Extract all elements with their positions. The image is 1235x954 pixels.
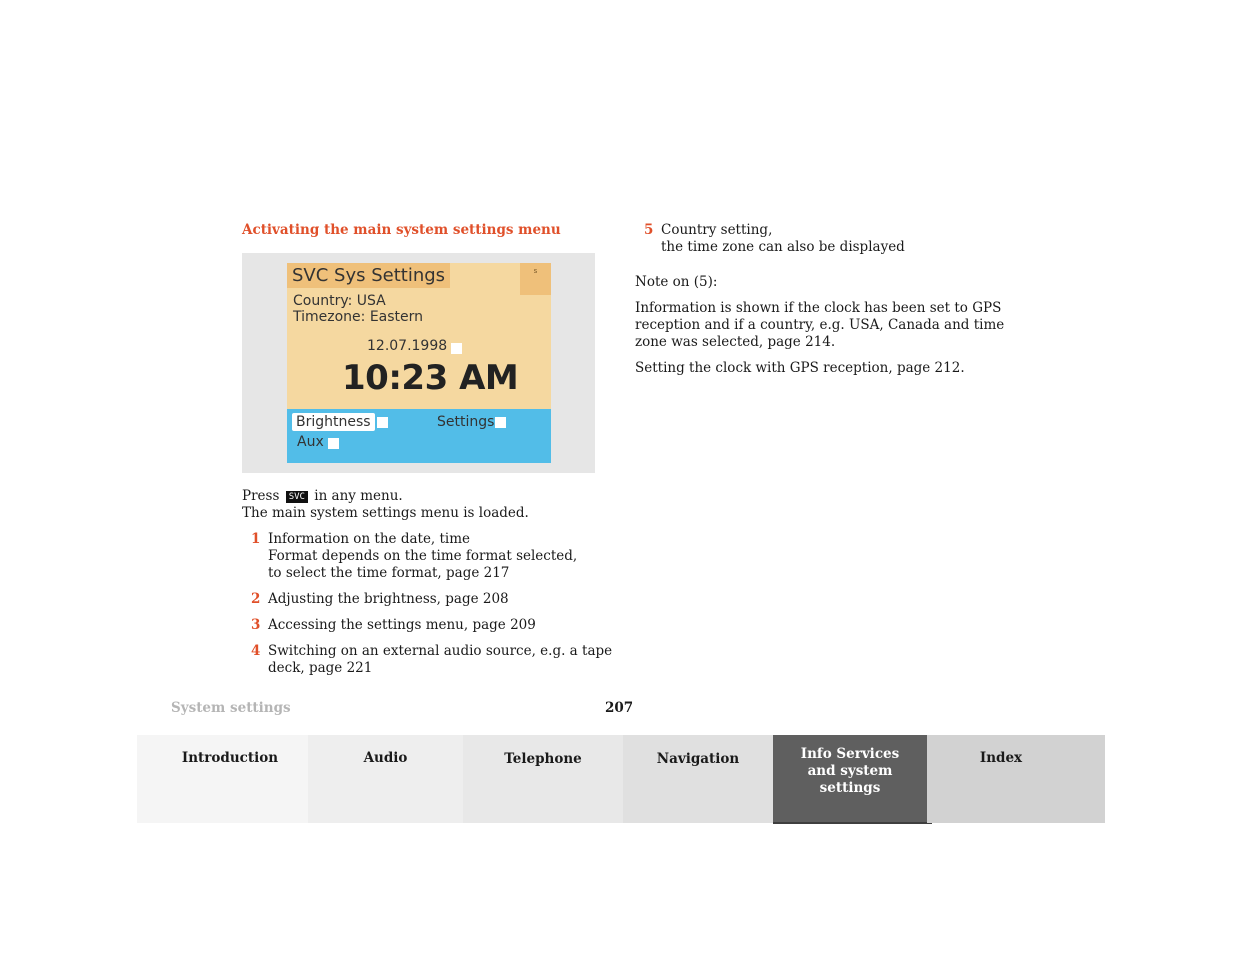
note-heading: Note on (5): — [635, 274, 718, 290]
item-number: 5 — [644, 222, 654, 238]
aux-softkey[interactable]: Aux — [297, 434, 324, 450]
list-item — [661, 222, 905, 256]
page-number: 207 — [605, 700, 634, 716]
item-line: to select the time format, page 217 — [268, 565, 510, 581]
screen-time: 10:23 AM — [342, 358, 519, 398]
callout-marker-1 — [451, 343, 462, 354]
list-item — [268, 643, 612, 677]
item-number: 2 — [251, 591, 261, 607]
info-line: zone was selected, page 214. — [635, 334, 836, 350]
callout-marker-2 — [377, 417, 388, 428]
screen-timezone: Timezone: Eastern — [293, 309, 424, 325]
info-line: Information is shown if the clock has been set to GPS — [635, 300, 1002, 316]
tab-label: Navigation — [656, 751, 740, 767]
callout-marker-4 — [328, 438, 339, 449]
item-line: Format depends on the time format selected, — [268, 548, 578, 564]
tab-label: Audio — [363, 750, 408, 766]
tab-label: Telephone — [504, 751, 582, 767]
gps-link-text: Setting the clock with GPS reception, page 212. — [635, 360, 965, 376]
tab-info-services[interactable] — [773, 735, 927, 823]
tab-audio[interactable] — [308, 735, 463, 823]
callout-marker-3 — [495, 417, 506, 428]
press-instruction — [242, 488, 403, 505]
tab-label: Index — [979, 750, 1023, 766]
tab-label: Info Services and system settings — [800, 746, 900, 796]
tab-introduction[interactable] — [137, 735, 308, 823]
info-paragraph — [635, 300, 1004, 351]
tab-navigation[interactable] — [623, 735, 773, 823]
screen-title: SVC Sys Settings — [287, 263, 450, 288]
item-number: 1 — [251, 531, 261, 547]
list-item — [268, 531, 577, 582]
loaded-text: The main system settings menu is loaded. — [242, 505, 529, 521]
screen-softkey-bar — [287, 409, 551, 463]
section-title: Activating the main system settings menu — [242, 222, 561, 238]
item-line: Adjusting the brightness, page 208 — [268, 591, 509, 607]
item-number: 4 — [251, 643, 261, 659]
brightness-softkey[interactable]: Brightness — [292, 413, 375, 431]
item-line: Information on the date, time — [268, 531, 471, 547]
settings-softkey[interactable]: Settings — [437, 414, 495, 430]
info-line: reception and if a country, e.g. USA, Canada and time — [635, 317, 1005, 333]
item-line: Country setting, — [661, 222, 773, 238]
screen-date: 12.07.1998 — [367, 338, 448, 354]
active-tab-underline — [773, 822, 932, 824]
tab-label: Introduction — [181, 750, 279, 766]
item-line: Accessing the settings menu, page 209 — [268, 617, 536, 633]
svc-settings-screen — [287, 263, 551, 463]
screen-indicator: s — [520, 263, 551, 295]
svc-key-icon: SVC — [286, 491, 308, 503]
footer-section-label: System settings — [171, 700, 291, 716]
tab-telephone[interactable] — [463, 735, 623, 823]
list-item — [268, 591, 509, 608]
press-prefix: Press — [242, 488, 280, 504]
item-line: deck, page 221 — [268, 660, 373, 676]
item-line: Switching on an external audio source, e.g. a tape — [268, 643, 613, 659]
press-suffix: in any menu. — [314, 488, 403, 504]
list-item — [268, 617, 536, 634]
item-line: the time zone can also be displayed — [661, 239, 905, 255]
item-number: 3 — [251, 617, 261, 633]
tab-index[interactable] — [927, 735, 1105, 823]
display-figure — [242, 253, 595, 473]
screen-country: Country: USA — [293, 293, 386, 309]
